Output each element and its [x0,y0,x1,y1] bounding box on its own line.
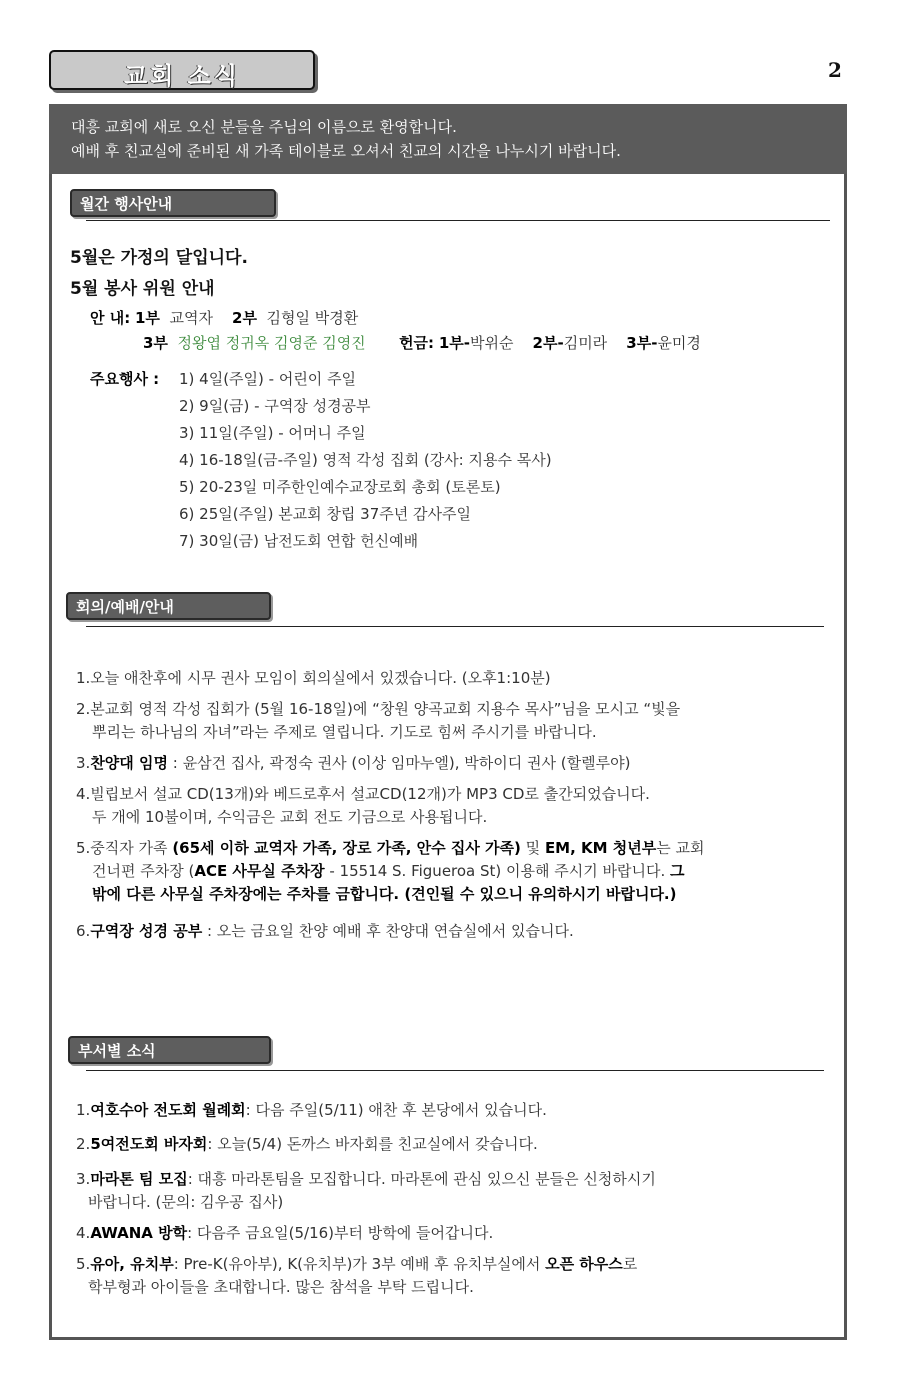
event-item: 1) 4일(주일) - 어린이 주일 [179,370,357,388]
notice-4 [76,783,650,829]
dept-item-3 [76,1168,656,1214]
notice-3-num: 3. [76,754,91,772]
dept-item-2 [76,1133,538,1156]
notice-4-line-a: 4.빌립보서 설교 CD(13개)와 베드로후서 설교CD(12개)가 MP3 CD로 출간되었습니다. [76,785,650,803]
page-title: 교회 소식 [123,62,241,90]
event-item: 2) 9일(금) - 구역장 성경공부 [179,397,371,415]
welcome-line-1: 대흥 교회에 새로 오신 분들을 주님의 이름으로 환영합니다. [71,118,457,136]
dept-5-line-b: 학부형과 아이들을 초대합니다. 많은 참석을 부탁 드립니다. [88,1278,474,1296]
notice-3-text: : 윤삼건 집사, 곽정숙 권사 (이상 임마누엘), 박하이디 권사 (할렐루야) [168,754,631,772]
dept-5-num: 5. [76,1255,91,1273]
dept-1-num: 1. [76,1101,91,1119]
usher-2-label: 2부 [232,309,257,327]
notice-1: 1.오늘 애찬후에 시무 권사 모임이 회의실에서 있겠습니다. (오후1:10분) [76,669,551,687]
section-divider [86,1070,824,1071]
dept-3-text: : 대흥 마라톤팀을 모집합니다. 마라톤에 관심 있으신 분들은 신청하시기 [187,1170,656,1188]
notice-6-label: 구역장 성경 공부 [90,922,203,940]
offering-label: 헌금: [399,334,435,352]
dept-5-label: 유아, 유치부 [90,1255,174,1273]
page-title-box [49,50,315,90]
usher-1-label: 1부 [134,309,160,327]
page-number: 2 [828,58,842,82]
dept-5-tail: 로 [622,1255,638,1273]
section-tab-monthly: 월간 행사안내 [70,189,276,217]
notice-2 [76,698,680,744]
dept-4-num: 4. [76,1224,91,1242]
welcome-banner [49,104,847,174]
dept-3-label: 마라톤 팀 모집 [90,1170,188,1188]
event-item: 4) 16-18일(금-주일) 영적 각성 집회 (강사: 지용수 목사) [179,451,552,469]
notice-5-tail: 는 교회 [656,839,705,857]
usher-1-names: 교역자 [169,309,213,327]
event-item: 3) 11일(주일) - 어머니 주일 [179,424,366,442]
notice-3 [76,752,630,775]
event-item: 7) 30일(금) 남전도회 연합 헌신예배 [179,532,419,550]
usher-3-names: 정왕엽 정귀옥 김영준 김영진 [177,334,366,352]
dept-3-line-b: 바랍니다. (문의: 김우공 집사) [88,1193,284,1211]
dept-item-4 [76,1222,493,1245]
section-tab-meeting: 회의/예배/안내 [66,592,271,620]
servants-title: 5월 봉사 위원 안내 [70,279,215,299]
dept-2-text: : 오늘(5/4) 돈까스 바자회를 친교실에서 갖습니다. [207,1135,538,1153]
section-divider [86,220,830,221]
dept-4-label: AWANA 방학 [90,1224,188,1242]
notice-5-bold1: (65세 이하 교역자 가족, 장로 가족, 안수 집사 가족) [172,839,521,857]
dept-2-num: 2. [76,1135,91,1153]
usher-offering-row [143,332,701,353]
welcome-line-2: 예배 후 친교실에 준비된 새 가족 테이블로 오셔서 친교의 시간을 나누시기 바랍니다. [71,142,621,160]
notice-5-c: 밖에 다른 사무실 주차장에는 주차를 금합니다. (견인될 수 있으니 유의하시기 바랍니다.) [92,885,677,903]
section-tab-dept: 부서별 소식 [68,1036,271,1064]
dept-5-line-a [76,1253,637,1276]
notice-5-mid: 및 [520,839,545,857]
dept-item-1 [76,1099,547,1122]
notice-5-line-b [76,860,705,883]
usher-row [90,307,358,328]
notice-3-label: 찬양대 임명 [90,754,168,772]
notice-2-line-b: 뿌리는 하나님의 자녀”라는 주제로 열립니다. 기도로 힘써 주시기를 바랍니다. [92,723,597,741]
offering-3-label: 3부- [626,334,658,352]
event-item: 5) 20-23일 미주한인예수교장로회 총회 (토론토) [179,478,501,496]
notice-5 [76,837,705,906]
dept-2-label: 5여전도회 바자회 [90,1135,208,1153]
dept-1-text: : 다음 주일(5/11) 애찬 후 본당에서 있습니다. [245,1101,547,1119]
section-divider [86,626,824,627]
dept-3-line-a [76,1168,656,1191]
monthly-headline: 5월은 가정의 달입니다. [70,248,248,268]
notice-2-line-a: 2.본교회 영적 각성 집회가 (5월 16-18일)에 “창원 양곡교회 지용수 목사”님을 모시고 “빛을 [76,700,681,718]
notice-6-num: 6. [76,922,91,940]
dept-1-label: 여호수아 전도회 월례회 [90,1101,246,1119]
notice-5-num: 5.중직자 가족 [76,839,173,857]
offering-1-label: 1부- [438,334,470,352]
notice-5-b-post: - 15514 S. Figueroa St) 이용해 주시기 바랍니다. [324,862,671,880]
offering-1-name: 박위순 [469,334,514,352]
notice-5-line-c [76,883,705,906]
usher-3-label: 3부 [143,334,168,352]
event-item: 6) 25일(주일) 본교회 창립 37주년 감사주일 [179,505,471,523]
dept-4-text: : 다음주 금요일(5/16)부터 방학에 들어갑니다. [187,1224,494,1242]
dept-5-bold: 오픈 하우스 [545,1255,623,1273]
offering-3-name: 윤미경 [657,334,701,352]
dept-3-num: 3. [76,1170,91,1188]
usher-label: 안 내: [90,309,131,327]
notice-5-b-pre: 건너편 주차장 ( [92,862,195,880]
dept-5-text: : Pre-K(유아부), K(유치부)가 3부 예배 후 유치부실에서 [173,1255,546,1273]
events-label [90,368,159,389]
events-label-text: 주요행사 : [90,370,160,388]
offering-2-name: 김미라 [563,334,608,352]
notice-5-b-bold: ACE 사무실 주차장 [194,862,325,880]
usher-2-names: 김형일 박경환 [266,309,359,327]
notice-5-bold2: EM, KM 청년부 [544,839,657,857]
notice-5-line-a [76,837,705,860]
notice-6-text: : 오는 금요일 찬양 예배 후 찬양대 연습실에서 있습니다. [202,922,574,940]
notice-5-b-bold2: 그 [670,862,685,880]
offering-2-label: 2부- [532,334,564,352]
dept-item-5 [76,1253,637,1299]
notice-6 [76,920,574,943]
notice-4-line-b: 두 개에 10불이며, 수익금은 교회 전도 기금으로 사용됩니다. [92,808,488,826]
